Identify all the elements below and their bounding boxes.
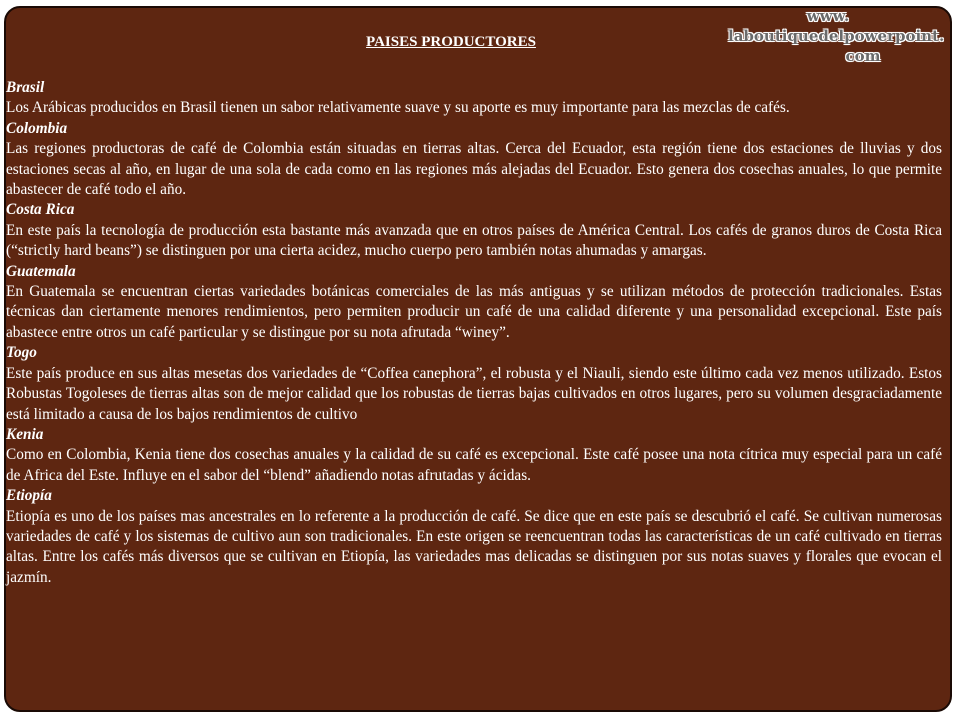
country-heading-costa-rica: Costa Rica bbox=[6, 201, 75, 219]
country-text-costa-rica: En este país la tecnología de producción esta bastante más avanzada que en otros países de América Central. Los cafés de granos duros de Costa Rica (“strictly hard beans”) se distinguen por una cierta acidez, mucho cuerpo pero también notas ahumadas y amargas. bbox=[6, 221, 942, 260]
country-heading-togo: Togo bbox=[6, 344, 37, 362]
country-text-guatemala: En Guatemala se encuentran ciertas variedades botánicas comerciales de las más antiguas y se utilizan métodos de protección tradicionales. Estas técnicas dan ciertamente menores rendimientos, pero permiten producir un café de una calidad diferente y una personalidad excepcional. Este país abastece entre otros un café particular y se distingue por su nota afrutada “winey”. bbox=[6, 283, 942, 341]
country-text-brasil: Los Arábicas producidos en Brasil tienen un sabor relativamente suave y su aporte es muy importante para las mezclas de cafés. bbox=[6, 99, 790, 117]
content-body bbox=[6, 78, 942, 588]
country-heading-kenia: Kenia bbox=[6, 425, 44, 443]
country-text-togo: Este país produce en sus altas mesetas dos variedades de “Coffea canephora”, el robusta y el Niauli, siendo este último cada vez menos utilizado. Estos Robustas Togoleses de tierras altas son de mejor calidad que los robustas de tierras bajas cultivados en otros lugares, pero su volumen desgraciadamente está limitado a causa de los bajos rendimientos de cultivo bbox=[6, 364, 942, 423]
country-text-etiopia: Etiopía es uno de los países mas ancestrales en lo referente a la producción de café. Se dice que en este país se descubrió el café. Se cultivan numerosas variedades de café y los sistemas de cultivo aun son tradicionales. En este origen se reencuentran todas las características de un café cultivado en tierras altas. Entre los cafés más diversos que se cultivan en Etiopía, las variedades mas delicadas se distinguen por sus notas suaves y florales que evocan el jazmín. bbox=[6, 507, 942, 586]
country-heading-colombia: Colombia bbox=[6, 119, 68, 137]
country-heading-etiopia: Etiopía bbox=[6, 487, 52, 505]
country-heading-brasil: Brasil bbox=[6, 79, 45, 96]
country-text-colombia: Las regiones productoras de café de Colombia están situadas en tierras altas. Cerca del Ecuador, esta región tiene dos estaciones de lluvias y dos estaciones secas al año, en lugar de una sola de cada como en las regiones más alejadas del Ecuador. Esto genera dos cosechas anuales, lo que permite abastecer de café todo el año. bbox=[6, 140, 942, 199]
watermark-line-1: www. bbox=[806, 7, 850, 25]
country-heading-guatemala: Guatemala bbox=[6, 262, 76, 280]
watermark-line-2: laboutiquedelpowerpoint. bbox=[728, 27, 945, 45]
watermark-line-3: com bbox=[845, 47, 881, 65]
country-text-kenia: Como en Colombia, Kenia tiene dos cosechas anuales y la calidad de su café es excepcional. Este café posee una nota cítrica muy especial para un café de Africa del Este. Influye en el sabor del “blend” añadiendo notas afrutadas y ácidas. bbox=[6, 446, 942, 484]
page-title: PAISES PRODUCTORES bbox=[366, 34, 536, 50]
